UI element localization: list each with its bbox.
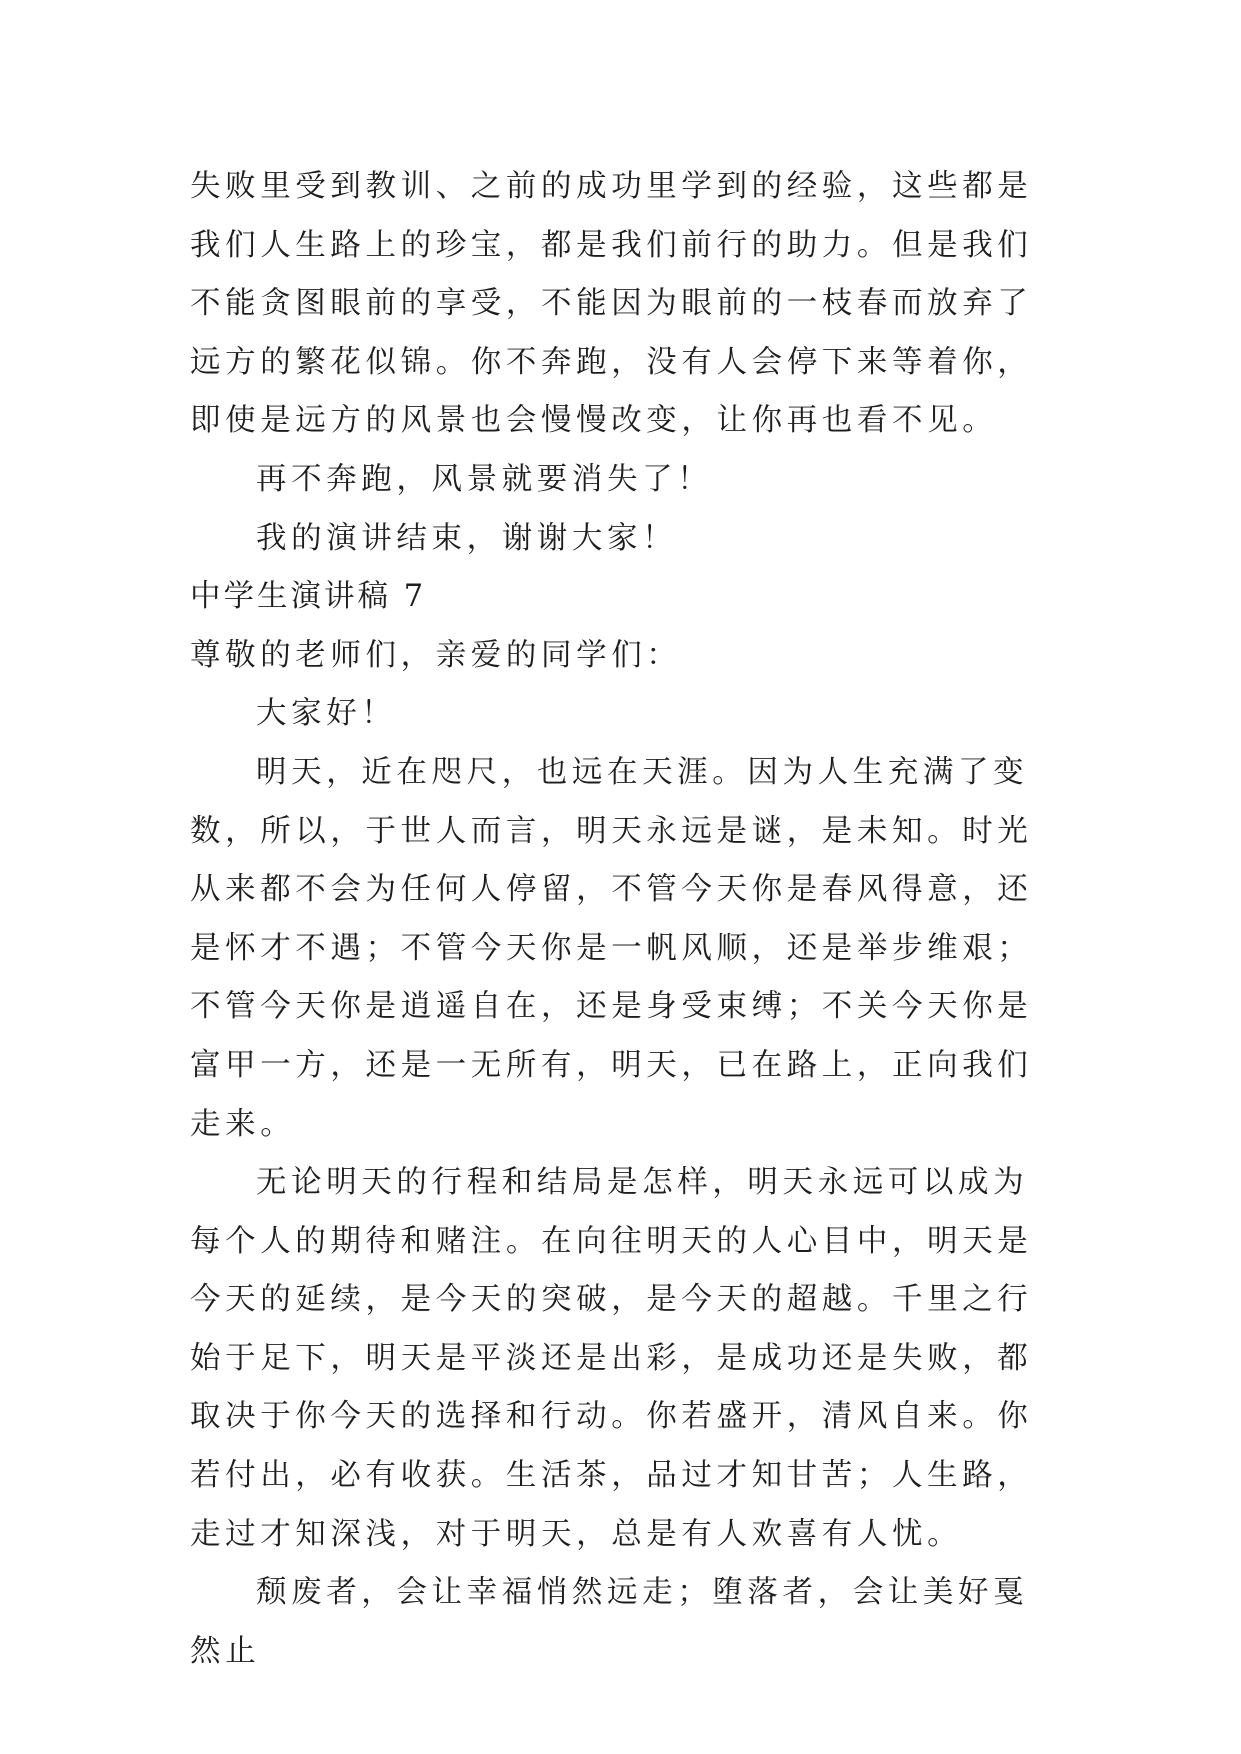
paragraph-journey: 无论明天的行程和结局是怎样，明天永远可以成为每个人的期待和赌注。在向往明天的人心目中，明天是今天的延续，是今天的突破，是今天的超越。千里之行始于足下，明天是平淡还是出彩，是成功还是失败，都取决于你今天的选择和行动。你若盛开，清风自来。你若付出，必有收获。生活茶，品过才知甘苦；人生路，走过才知深浅，对于明天，总是有人欢喜有人忧。	[190, 1165, 1033, 1552]
salutation: 尊敬的老师们，亲爱的同学们：	[190, 637, 682, 673]
document-body	[190, 158, 1060, 1681]
paragraph-speech-end: 我的演讲结束，谢谢大家！	[256, 520, 678, 556]
paragraph-tomorrow: 明天，近在咫尺，也远在天涯。因为人生充满了变数，所以，于世人而言，明天永远是谜，是未知。时光从来都不会为任何人停留，不管今天你是春风得意，还是怀才不遇；不管今天你是一帆风顺，还是举步维艰；不管今天你是逍遥自在，还是身受束缚；不关今天你是富甲一方，还是一无所有，明天，已在路上，正向我们走来。	[190, 754, 1033, 1142]
greeting: 大家好！	[256, 696, 397, 732]
section-heading: 中学生演讲稿 7	[190, 579, 427, 615]
paragraph-decadent: 颓废者，会让幸福悄然远走；堕落者，会让美好戛然止	[190, 1575, 1029, 1669]
paragraph-closing-line: 再不奔跑，风景就要消失了！	[256, 461, 713, 497]
paragraph-continuation: 失败里受到教训、之前的成功里学到的经验，这些都是我们人生路上的珍宝，都是我们前行的助力。但是我们不能贪图眼前的享受，不能因为眼前的一枝春而放弃了远方的繁花似锦。你不奔跑，没有人会停下来等着你，即使是远方的风景也会慢慢改变，让你再也看不见。	[190, 169, 1033, 439]
